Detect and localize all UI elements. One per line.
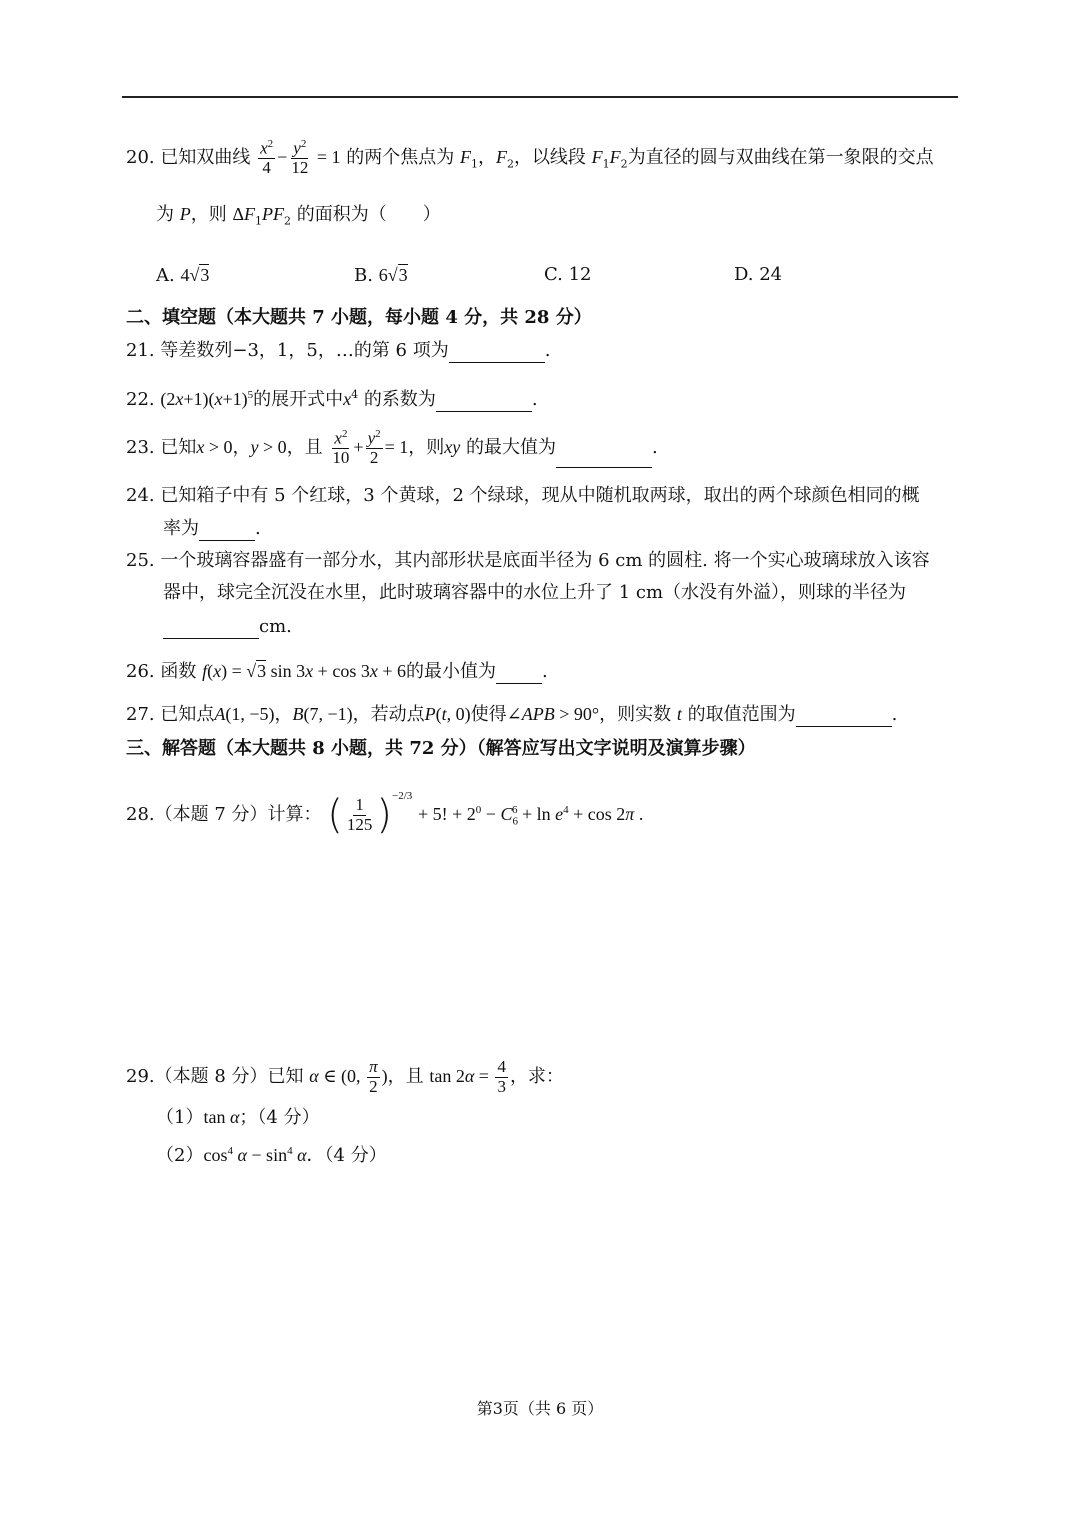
question-21: 21. 等差数列−3，1，5，…的第 6 项为 . <box>126 340 551 361</box>
question-25-line3: cm. <box>163 615 292 639</box>
question-25-line1: 25. 一个玻璃容器盛有一部分水，其内部形状是底面半径为 6 cm 的圆柱. 将一个实心玻璃球放入该容 <box>126 550 930 571</box>
question-29: 29.（本题 8 分）已知 α ∈ (0, $\frac{\pi}{2}$ )，且 tan 2α = $\frac{4}{3}$ ，求： <box>126 1057 564 1096</box>
question-number: 20. <box>126 147 155 169</box>
option-b: B. 6√3 <box>354 265 408 286</box>
question-23: 23. 已知x > 0，y > 0，且 $\frac{x^2}{10}$ + $\frac{y^2}{2}$ = 1，则xy 的最大值为 . <box>126 428 658 468</box>
question-text: ，以线段 <box>513 147 586 169</box>
question-20-line1: 20. 已知双曲线 $\frac{x^2}{4}$ − $\frac{y^2}{12}$ = 1 的两个焦点为 $F_1$，$F_2$，以线段 $F_1F_2$为直径的圆与双曲线在第一象限的交点 <box>126 138 934 178</box>
question-27: 27. 已知点A(1, −5)，B(7, −1)，若动点P(t, 0)使得∠APB > 90°，则实数 t 的取值范围为 . <box>126 704 898 725</box>
section-2-heading: 二、填空题（本大题共 7 小题，每小题 4 分，共 28 分） <box>126 307 592 328</box>
question-25-line2: 器中，球完全沉没在水里，此时玻璃容器中的水位上升了 1 cm（水没有外溢），则球的半径为 <box>163 582 907 603</box>
question-29-part1: （1）tan α；（4 分） <box>156 1107 320 1128</box>
question-26: 26. 函数 f(x) = √3 sin 3x + cos 3x + 6的最小值为 . <box>126 661 548 682</box>
question-text: 的两个焦点为 <box>346 147 455 169</box>
question-24-line1: 24. 已知箱子中有 5 个红球，3 个黄球，2 个绿球，现从中随机取两球，取出的两个球颜色相同的概 <box>126 485 920 506</box>
option-a: A. 4√3 <box>156 265 210 286</box>
page-footer: 第3页（共 6 页） <box>476 1399 604 1418</box>
question-text: 已知双曲线 <box>160 147 251 169</box>
question-text: 为直径的圆与双曲线在第一象限的交点 <box>627 147 934 169</box>
question-20-line2: 为 P，则 $\Delta F_1PF_2$ 的面积为（ ） <box>156 204 441 228</box>
option-c: C. 12 <box>544 264 592 285</box>
header-rule <box>122 96 958 98</box>
question-29-part2: $(2)\cos^4$ $\alpha - \sin^4 \alpha$．（4 分） <box>156 1145 387 1166</box>
question-28: 28.（本题 7 分）计算： ( $\frac{1}{125}$ )$^{-2/3}$ + 5! + $2^0 - C_6^6 + \ln e^4 + \cos 2\pi$ . <box>126 790 644 839</box>
option-d: D. 24 <box>734 264 783 285</box>
section-3-heading: 三、解答题（本大题共 8 小题，共 72 分）（解答应写出文字说明及演算步骤） <box>126 738 756 759</box>
question-24-line2: 率为 . <box>163 518 261 539</box>
question-22: 22. $(2x+1)(x+1)^5$的展开式中$x^4$ 的系数为 . <box>126 388 538 410</box>
